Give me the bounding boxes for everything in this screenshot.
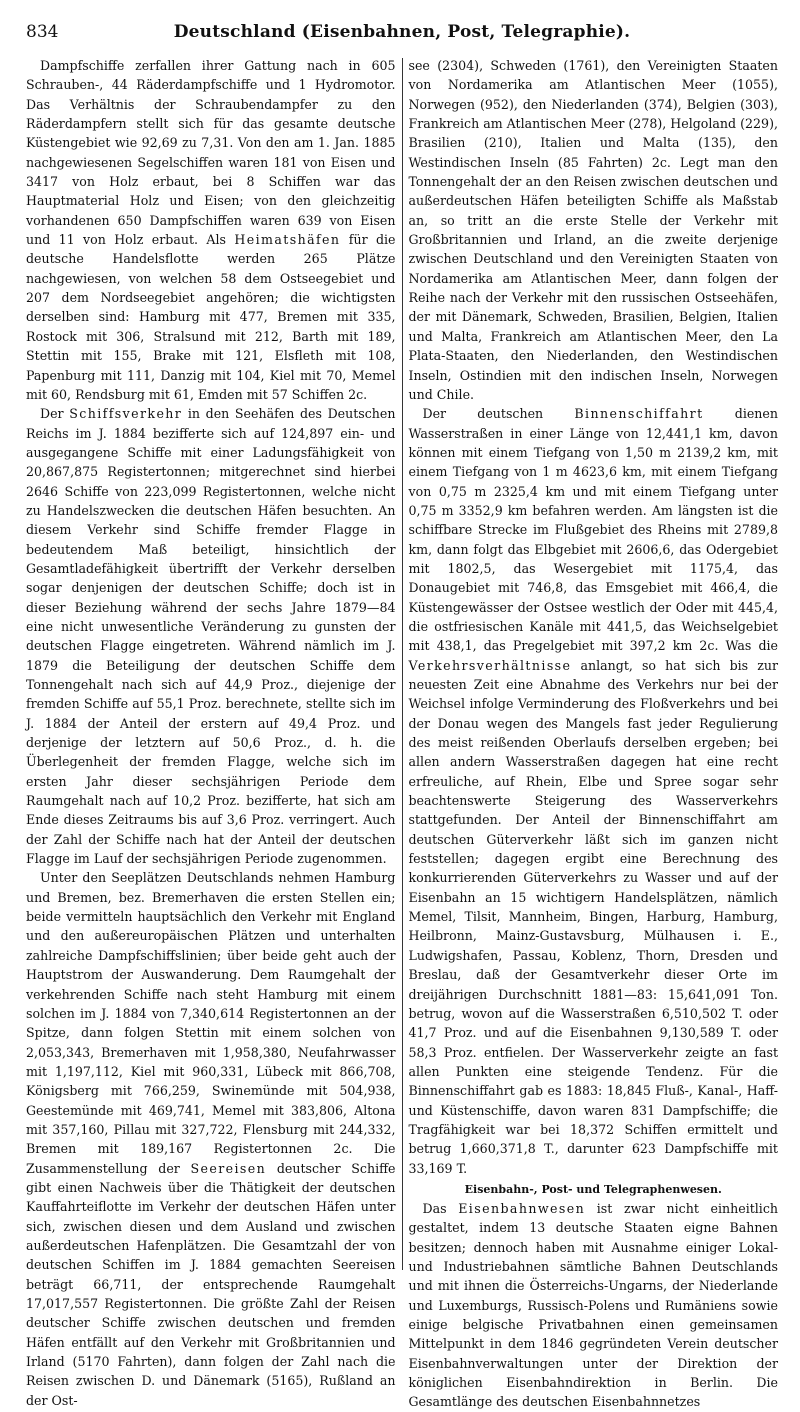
emphasized-term: Heimatshäfen <box>234 232 341 248</box>
paragraph <box>26 56 396 404</box>
text-columns <box>26 56 778 1410</box>
text-run: dienen Wasserstraßen in einer Länge von 12,441,1 km, davon können mit einem Tiefgang von 1,50 m 2139,2 km, mit einem Tiefgang von 1 m 4623,6 km, mit einem Tiefgang von 0,75 m 2325,4 km und mit einem Tiefgang unter 0,75 m 3352,9 km befahren werden. Am längsten ist die schiffbare Strecke im Flußgebiet des Rheins mit 2789,8 km, dann folgt das Elbgebiet mit 2606,6, das Odergebiet mit 1802,5, das Wesergebiet mit 1175,4, das Donaugebiet mit 746,8, das Emsgebiet mit 466,4, die Küstengewässer der Ostsee westlich der Oder mit 445,4, die ostfriesischen Kanäle mit 441,5, das Weichselgebiet mit 438,1, das Pregelgebiet mit 397,2 km 2c. Was die <box>408 406 778 654</box>
text-run: Die Zusammenstellung der <box>26 1141 396 1176</box>
text-run: Dampfschiffe zerfallen ihrer Gattung nach in 605 Schrauben-, 44 Räderdampfschiffe und 1 Hydromotor. Das Verhältnis der Schraubendampfer zu den Räderdampfern stellt sich für das gesamte deutsche Küstengebiet wie 92,69 zu 7,31. Von den am 1. Jan. 1885 nachgewiesenen Segelschiffen waren 181 von Eisen und 3417 von Holz erbaut, bei 8 Schiffen war das Hauptmaterial Holz und Eisen; von den gleichzeitig vorhandenen 650 Dampfschiffen waren 639 von Eisen und 11 von Holz erbaut. <box>26 58 396 248</box>
paragraph <box>409 404 779 1178</box>
paragraph <box>409 1199 779 1412</box>
page-number: 834 <box>26 22 59 42</box>
right-column <box>403 56 779 1410</box>
running-title: Deutschland (Eisenbahnen, Post, Telegraphie). <box>173 22 631 42</box>
emphasized-term: Seereisen <box>190 1160 267 1176</box>
text-run: Als <box>206 232 235 248</box>
text-run: Der <box>40 406 70 422</box>
text-run: für die deutsche Handelsflotte werden 265 Plätze nachgewiesen, von welchen 58 dem Ostseegebiet und 207 dem Nordseegebiet angehören; die wichtigsten derselben sind: Hamburg mit 477, Bremen mit 335, Rostock mit 306, Stralsund mit 212, Barth mit 189, Stettin mit 155, Brake mit 121, Elsfleth mit 108, Papenburg mit 111, Danzig mit 104, Kiel mit 70, Memel mit 60, Rendsburg mit 61, Emden mit 57 Schiffen 2c. <box>26 232 396 402</box>
emphasized-term: Eisenbahnwesen <box>458 1200 586 1216</box>
text-run: see (2304), Schweden (1761), den Vereinigten Staaten von Nordamerika am Atlantischen Meer (1055), Norwegen (952), den Niederlanden (374), Belgien (303), Frankreich am Atlantischen Meer (278), Helgoland (229), Brasilien (210), Italien und Malta (135), den Westindischen Inseln (85 Fahrten) 2c. Legt man den Tonnengehalt der an den Reisen zwischen deutschen und außerdeutschen Häfen beteiligten Schiffe als Maßstab an, so tritt an die erste Stelle der Verkehr mit Großbritannien und Irland, an die zweite derjenige zwischen Deutschland und den Vereinigten Staaten von Nordamerika am Atlantischen Meer, dann folgen der Reihe nach der Verkehr mit den russischen Ostseehäfen, der mit Dänemark, Schweden, Brasilien, Belgien, Italien und Malta, Frankreich am Atlantischen Meer, den La Plata-Staaten, den Niederlanden, den Westindischen Inseln, Ostindien mit den indischen Inseln, Norwegen und Chile. <box>408 58 778 402</box>
text-run: in den Seehäfen des Deutschen Reichs im J. 1884 bezifferte sich auf 124,897 ein- und ausgegangene Schiffe mit einer Ladungsfähigkeit von 20,867,875 Registertonnen; mitgerechnet sind hierbei 2646 Schiffe von 223,099 Registertonnen, welche nicht zu Handelszwecken die deutschen Häfen besuchten. An diesem Verkehr sind Schiffe fremder Flagge in bedeutendem Maß beteiligt, hinsichtlich der Gesamtladefähigkeit übertrifft der Verkehr derselben sogar denjenigen der deutschen Schiffe; doch ist in dieser Beziehung während der sechs Jahre 1879—84 eine nicht unwesentliche Veränderung zu gunsten der deutschen Flagge eingetreten. Während nämlich im J. 1879 die Beteiligung der deutschen Schiffe dem Tonnengehalt nach sich auf 44,9 Proz., diejenige der fremden Schiffe auf 55,1 Proz. berechnete, stellte sich im J. 1884 der Anteil der erstern auf 49,4 Proz. und derjenige der letztern auf 50,6 Proz., d. h. die Überlegenheit der fremden Flagge, welche sich im ersten Jahr dieser sechsjährigen Periode dem Raumgehalt nach auf 10,2 Proz. bezifferte, hat sich am Ende dieses Zeitraums bis auf 3,6 Proz. verringert. Auch der Zahl der Schiffe nach hat der Anteil der deutschen Flagge im Lauf der sechsjährigen Periode zugenommen. <box>26 406 396 867</box>
emphasized-term: Schiffsverkehr <box>69 406 183 422</box>
paragraph <box>409 56 779 404</box>
text-run: Der deutschen <box>422 406 575 422</box>
text-run: anlangt, so hat sich bis zur neuesten Zeit eine Abnahme des Verkehrs nur bei der Weichsel infolge Verminderung des Floßverkehrs und bei der Donau wegen des Mangels fast jeder Regulierung des meist reißenden Oberlaufs derselben ergeben; bei allen andern Wasserstraßen dagegen hat eine recht erfreuliche, auf Rhein, Elbe und Spree sogar sehr beachtenswerte Steigerung des Wasserverkehrs stattgefunden. Der Anteil der Binnenschiffahrt am deutschen Güterverkehr läßt sich im ganzen nicht feststellen; dagegen ergibt eine Berechnung des konkurrierenden Güterverkehrs zu Wasser und auf der Eisenbahn an 15 wichtigern Handelsplätzen, nämlich Memel, Tilsit, Mannheim, Bingen, Harburg, Hamburg, Heilbronn, Mainz-Gustavsburg, Mülhausen i. E., Ludwigshafen, Passau, Koblenz, Thorn, Dresden und Breslau, daß der Gesamtverkehr dieser Orte im dreijährigen Durchschnitt 1881—83: 15,641,091 Ton. betrug, wovon auf die Wasserstraßen 6,510,502 T. oder 41,7 Proz. und auf die Eisenbahnen 9,130,589 T. oder 58,3 Proz. entfielen. Der Wasserverkehr zeigte an fast allen Punkten eine steigende Tendenz. Für die Binnenschiffahrt gab es 1883: 18,845 Fluß-, Kanal-, Haff- und Küstenschiffe, davon waren 831 Dampfschiffe; die Tragfähigkeit war bei 18,372 Schiffen ermittelt und betrug 1,660,371,8 T., darunter 623 Dampfschiffe mit 33,169 T. <box>408 657 778 1176</box>
left-column <box>26 56 402 1408</box>
section-heading: Eisenbahn-, Post- und Telegraphenwesen. <box>464 1182 722 1196</box>
text-run: Das <box>422 1200 459 1216</box>
text-run: Unter den Seeplätzen Deutschlands nehmen Hamburg und Bremen, bez. Bremerhaven die ersten Stellen ein; beide vermitteln hauptsächlich den Verkehr mit England und den außereuropäischen Plätzen und unterhalten zahlreiche Dampfschiffslinien; über beide geht auch der Hauptstrom der Auswanderung. Dem Raumgehalt der verkehrenden Schiffe nach steht Hamburg mit einem solchen im J. 1884 von 7,340,614 Registertonnen an der Spitze, dann folgen Stettin mit einem solchen von 2,053,343, Bremerhaven mit 1,958,380, Neufahrwasser mit 1,197,112, Kiel mit 960,331, Lübeck mit 866,708, Königsberg mit 766,259, Swinemünde mit 504,938, Geestemünde mit 469,741, Memel mit 383,806, Altona mit 357,160, Pillau mit 327,722, Flensburg mit 244,332, Bremen mit 189,167 Registertonnen 2c. <box>26 870 396 1157</box>
emphasized-term: Binnenschiffahrt <box>574 406 704 422</box>
paragraph <box>26 404 396 868</box>
paragraph <box>26 868 396 1410</box>
text-run: ist zwar nicht einheitlich gestaltet, indem 13 deutsche Staaten eigne Bahnen besitzen; dennoch haben mit Ausnahme einiger Lokal- und Industriebahnen sämtliche Bahnen Deutschlands und mit ihnen die Österreichs-Ungarns, der Niederlande und Luxemburgs, Russisch-Polens und Rumäniens sowie einige belgische Privatbahnen einen gemeinsamen Mittelpunkt in dem 1846 gegründeten Verein deutscher Eisenbahnverwaltungen unter der Direktion der königlichen Eisenbahndirektion in Berlin. Die Gesamtlänge des deutschen Eisenbahnnetzes <box>408 1200 778 1410</box>
running-head <box>26 22 778 52</box>
emphasized-term: Verkehrsverhältnisse <box>408 657 572 673</box>
text-run: deutscher Schiffe gibt einen Nachweis über die Thätigkeit der deutschen Kauffahrteiflotte im Verkehr der deutschen Häfen unter sich, zwischen diesen und dem Ausland und zwischen außerdeutschen Hafenplätzen. Die Gesamtzahl der von deutschen Schiffen im J. 1884 gemachten Seereisen beträgt 66,711, der entsprechende Raumgehalt 17,017,557 Registertonnen. Die größte Zahl der Reisen deutscher Schiffe zwischen deutschen und fremden Häfen entfällt auf den Verkehr mit Großbritannien und Irland (5170 Fahrten), dann folgen der Zahl nach die Reisen zwischen D. und Dänemark (5165), Rußland an der Ost- <box>26 1160 396 1408</box>
